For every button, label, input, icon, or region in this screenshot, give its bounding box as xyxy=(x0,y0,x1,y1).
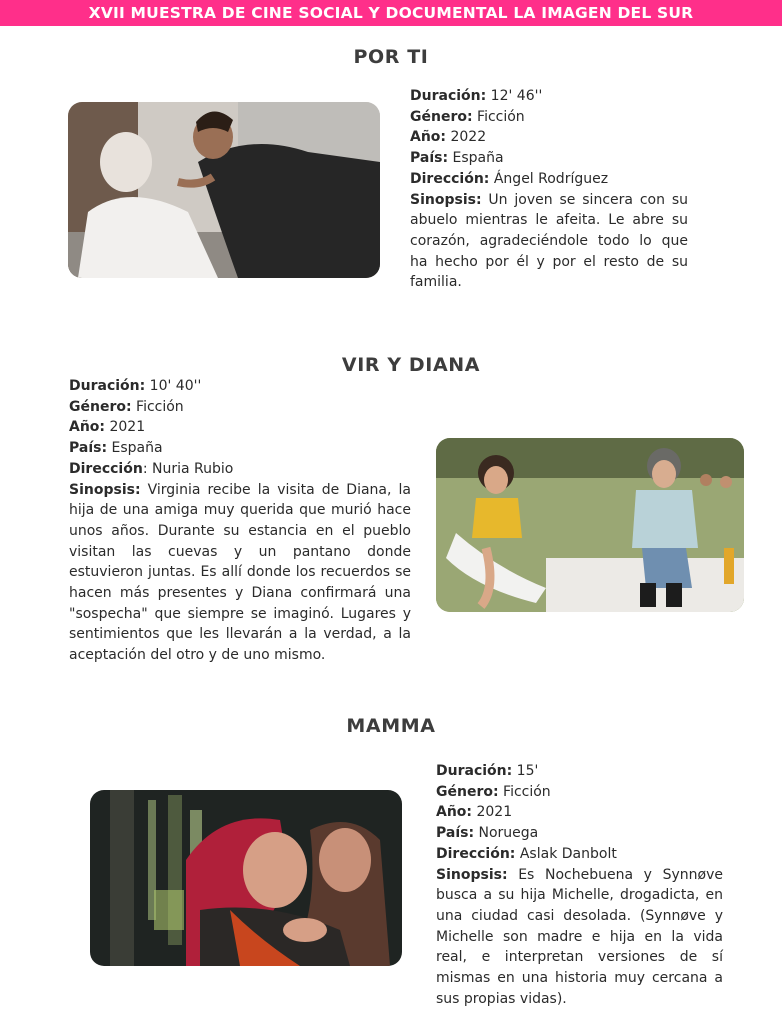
duration-label: Duración: xyxy=(410,88,487,104)
year-row xyxy=(69,417,411,438)
synopsis xyxy=(69,480,411,666)
duration-row xyxy=(410,86,688,107)
country-label: País: xyxy=(436,825,475,842)
duration-row xyxy=(69,376,411,397)
synopsis-text: Virginia recibe la visita de Diana, la hija de una amiga muy querida que murió hace unos años. Durante su estancia en el pueblo visitan las cuevas y un pantano donde estuvieron juntas. Es allí donde los recuerdos se hacen más presentes y Diana confirmará una "sospecha" que siempre se imaginó. Lugares y sentimientos que les llevarán a la verdad, a la aceptación del otro y de uno mismo. xyxy=(69,481,411,664)
synopsis-label: Sinopsis: xyxy=(436,866,508,883)
film-still-image xyxy=(68,102,380,278)
year-row xyxy=(410,127,688,148)
director-row xyxy=(436,844,723,865)
duration-value: 10' 40'' xyxy=(145,378,202,394)
country-label: País: xyxy=(410,150,449,167)
festival-banner: XVII MUESTRA DE CINE SOCIAL Y DOCUMENTAL LA IMAGEN DEL SUR xyxy=(0,0,782,26)
country-row xyxy=(69,438,411,459)
film-info xyxy=(410,86,688,293)
film-info xyxy=(436,761,723,1009)
genre-value: Ficción xyxy=(472,108,525,125)
film-still-image xyxy=(436,438,744,612)
director-label: Dirección xyxy=(69,460,143,477)
year-row xyxy=(436,802,723,823)
country-row xyxy=(410,148,688,169)
director-value: : Nuria Rubio xyxy=(142,460,234,477)
director-row xyxy=(410,169,688,190)
film-still-image xyxy=(90,790,402,966)
synopsis xyxy=(410,190,688,294)
country-value: España xyxy=(107,440,163,457)
year-label: Año: xyxy=(69,419,106,436)
synopsis-text: Un joven se sincera con su abuelo mientras le afeita. Le abre su corazón, agradeciéndole todo lo que ha hecho por él y por el resto de su familia. xyxy=(410,191,688,291)
year-label: Año: xyxy=(410,129,447,146)
duration-label: Duración: xyxy=(436,763,513,779)
year-label: Año: xyxy=(436,804,473,821)
year-value: 2021 xyxy=(105,419,146,436)
film-title: VIR Y DIANA xyxy=(341,354,481,376)
duration-value: 12' 46'' xyxy=(486,88,543,104)
synopsis-label: Sinopsis: xyxy=(410,191,482,208)
synopsis-text: Es Nochebuena y Synnøve busca a su hija Michelle, drogadicta, en una ciudad casi desolada. (Synnøve y Michelle son madre e hija en la vida real, e interpretan versiones de sí mismas en una historia muy cercana a sus propias vidas). xyxy=(436,866,723,1007)
country-label: País: xyxy=(69,440,108,457)
synopsis xyxy=(436,865,723,1010)
synopsis-label: Sinopsis: xyxy=(69,481,141,498)
genre-label: Género: xyxy=(436,783,499,800)
genre-value: Ficción xyxy=(131,398,184,415)
film-title: POR TI xyxy=(353,46,429,68)
director-value: Aslak Danbolt xyxy=(515,845,617,862)
duration-row xyxy=(436,761,723,782)
genre-label: Género: xyxy=(410,108,473,125)
year-value: 2021 xyxy=(472,804,513,821)
duration-value: 15' xyxy=(512,763,539,779)
genre-row xyxy=(69,397,411,418)
country-row xyxy=(436,823,723,844)
duration-label: Duración: xyxy=(69,378,146,394)
year-value: 2022 xyxy=(446,129,487,146)
director-row xyxy=(69,459,411,480)
film-info xyxy=(69,376,411,666)
director-label: Dirección: xyxy=(410,170,490,187)
genre-value: Ficción xyxy=(498,783,551,800)
director-value: Ángel Rodríguez xyxy=(489,170,609,187)
genre-row xyxy=(410,107,688,128)
country-value: España xyxy=(448,150,504,167)
genre-label: Género: xyxy=(69,398,132,415)
genre-row xyxy=(436,782,723,803)
director-label: Dirección: xyxy=(436,845,516,862)
country-value: Noruega xyxy=(474,825,539,842)
film-title: MAMMA xyxy=(346,715,436,737)
